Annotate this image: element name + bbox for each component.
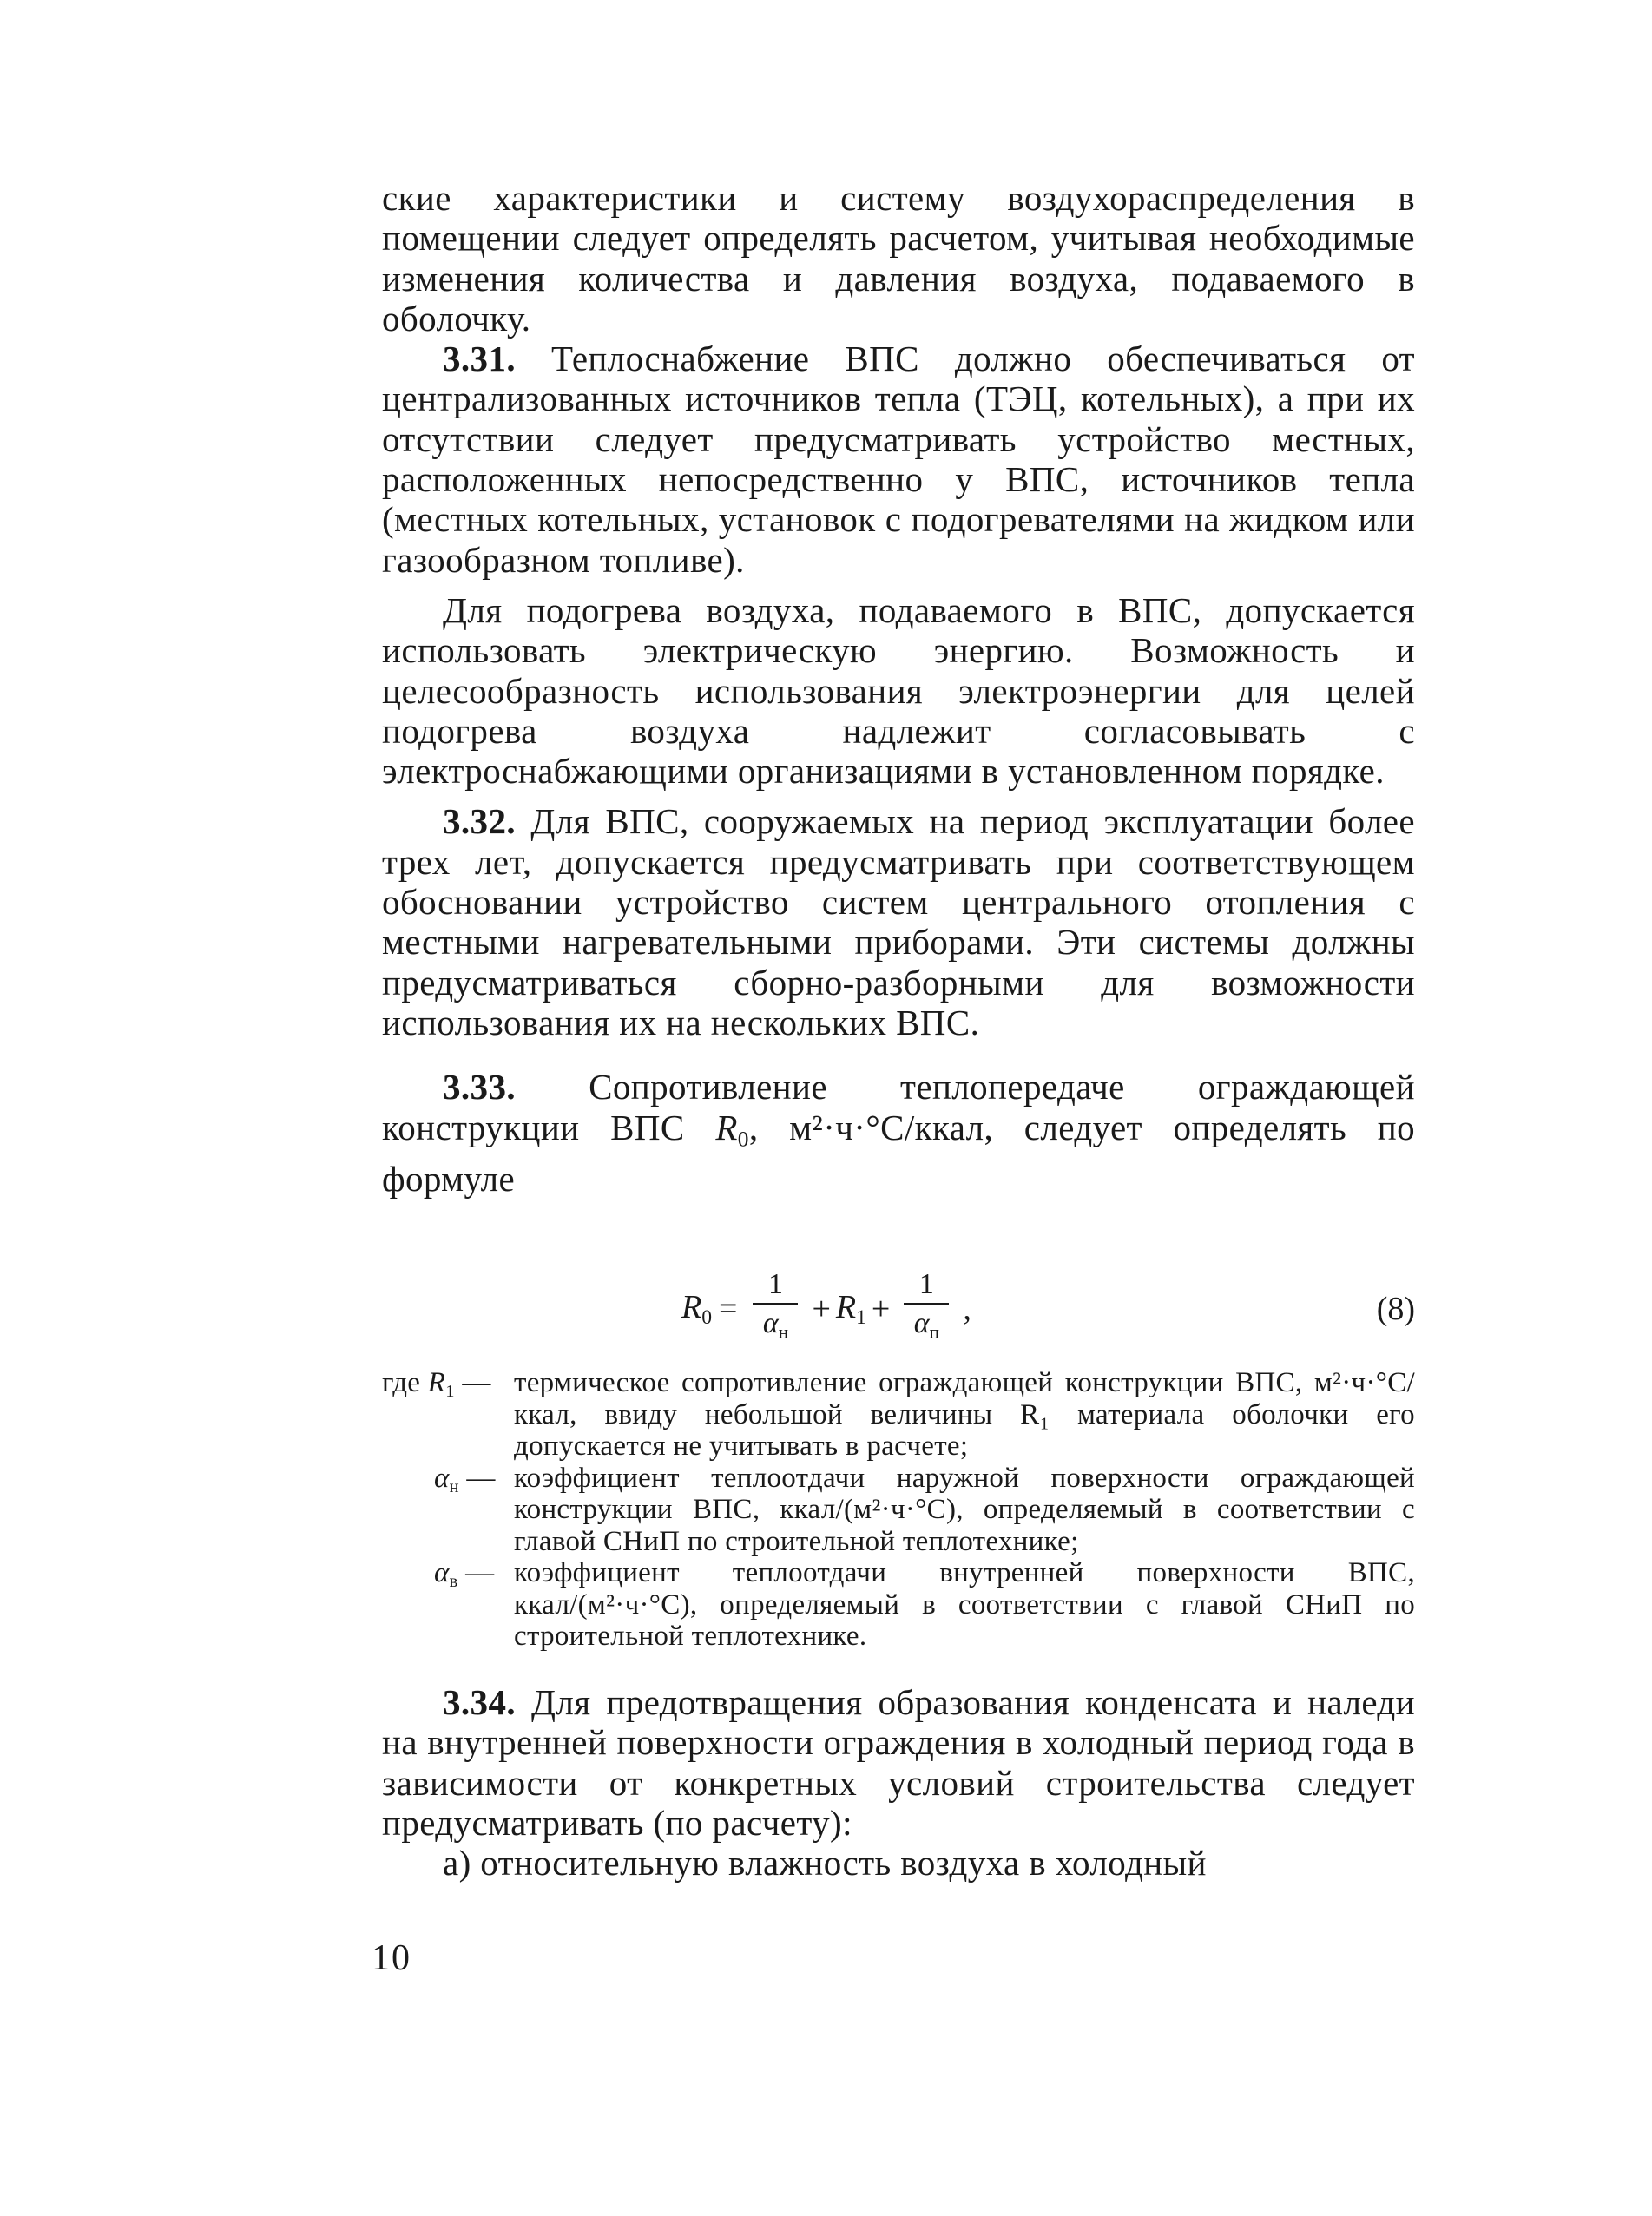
formula-equals: = bbox=[719, 1291, 738, 1327]
formula-lhs: $R_0$ bbox=[681, 1288, 712, 1330]
clause-text-3-34: Для предотвращения образования конденсата и наледи на внутренней поверхности ограждения в холодный период года в зависимости от конкретных условий строительства следует предусматривать (по расчету): bbox=[382, 1682, 1415, 1843]
clause-text-3-33a: Сопротивление теплопередаче ограждающей конструкции ВПС bbox=[382, 1067, 1415, 1147]
clause-text-3-32: Для ВПС, сооружаемых на период эксплуатации более трех лет, допускается предусматривать при соответствующем обосновании устройство систем центрального отопления с местными нагревательными приборами. Эти системы должны предусматриваться сборно-разборными для возможности использования их на нескольких ВПС. bbox=[382, 801, 1415, 1042]
paragraph-3-31 bbox=[382, 339, 1415, 580]
formula-r1: $R_1$ bbox=[835, 1288, 866, 1330]
symbol-definitions bbox=[382, 1367, 1415, 1653]
definition-text: коэффициент теплоотдачи наружной поверхности ограждающей конструкции ВПС, ккал/(м²·ч·°С), определяемый в соответствии с главой СНиП по строительной теплотехнике; bbox=[514, 1462, 1415, 1557]
definition-r1 bbox=[382, 1367, 1415, 1463]
definition-symbol: $\alpha_н$ — bbox=[434, 1462, 496, 1496]
definition-text: коэффициент теплоотдачи внутренней поверхности ВПС, ккал/(м²·ч·°С), определяемый в соответствии с главой СНиП по строительной теплотехнике. bbox=[514, 1557, 1415, 1652]
page-number: 10 bbox=[372, 1938, 411, 1978]
definition-alpha-n bbox=[382, 1463, 1415, 1558]
formula-fraction-inner: $\frac{1}{\alpha_п}$ bbox=[904, 1266, 949, 1351]
paragraph-continuation: ские характеристики и систему воздухораспределения в помещении следует определять расчетом, учитывая необходимые изменения количества и давления воздуха, подаваемого в оболочку. bbox=[382, 178, 1415, 339]
clause-number-3-31: 3.31. bbox=[443, 339, 516, 379]
clause-text-3-31: Теплоснабжение ВПС должно обеспечиваться от централизованных источников тепла (ТЭЦ, котельных), а при их отсутствии следует предусматривать устройство местных, расположенных непосредственно у ВПС, источников тепла (местных котельных, установок с подогревателями на жидком или газообразном топливе). bbox=[382, 339, 1415, 580]
paragraph-3-32 bbox=[382, 801, 1415, 1042]
body-text-upper bbox=[382, 178, 1415, 1200]
formula-plus: + bbox=[812, 1291, 831, 1327]
clause-text-3-33b: , м²·ч·°С/ккал, следует определять по формуле bbox=[382, 1107, 1415, 1200]
definition-symbol: где $R_1$ — bbox=[382, 1367, 491, 1402]
clause-number-3-33: 3.33. bbox=[443, 1067, 516, 1108]
formula-plus-2: + bbox=[871, 1291, 891, 1327]
formula-comma: , bbox=[963, 1291, 971, 1327]
definition-alpha-v bbox=[382, 1557, 1415, 1653]
definition-text: термическое сопротивление ограждающей конструкции ВПС, м²·ч·°С/ккал, ввиду небольшой величины R₁ материала оболочки его допускается не учитывать в расчете; bbox=[514, 1367, 1415, 1462]
definition-symbol: $\alpha_в$ — bbox=[434, 1557, 495, 1592]
clause-number-3-32: 3.32. bbox=[443, 801, 516, 842]
symbol-r0: $R_0$ bbox=[715, 1107, 749, 1152]
formula-number: (8) bbox=[1376, 1291, 1415, 1327]
paragraph-3-34 bbox=[382, 1682, 1415, 1843]
formula-expression bbox=[681, 1257, 971, 1361]
formula-fraction-outer: $\frac{1}{\alpha_н}$ bbox=[753, 1266, 798, 1351]
list-item-a: а) относительную влажность воздуха в холодный bbox=[443, 1843, 1207, 1884]
paragraph-3-33 bbox=[382, 1067, 1415, 1200]
formula-8 bbox=[382, 1257, 1415, 1361]
paragraph-3-31-electric: Для подогрева воздуха, подаваемого в ВПС, допускается использовать электрическую энергию. Возможность и целесообразность использования электроэнергии для целей подогрева воздуха надлежит согласовывать с электроснабжающими организациями в установленном порядке. bbox=[382, 589, 1415, 792]
body-text-lower bbox=[382, 1682, 1415, 1883]
clause-number-3-34: 3.34. bbox=[443, 1682, 516, 1722]
